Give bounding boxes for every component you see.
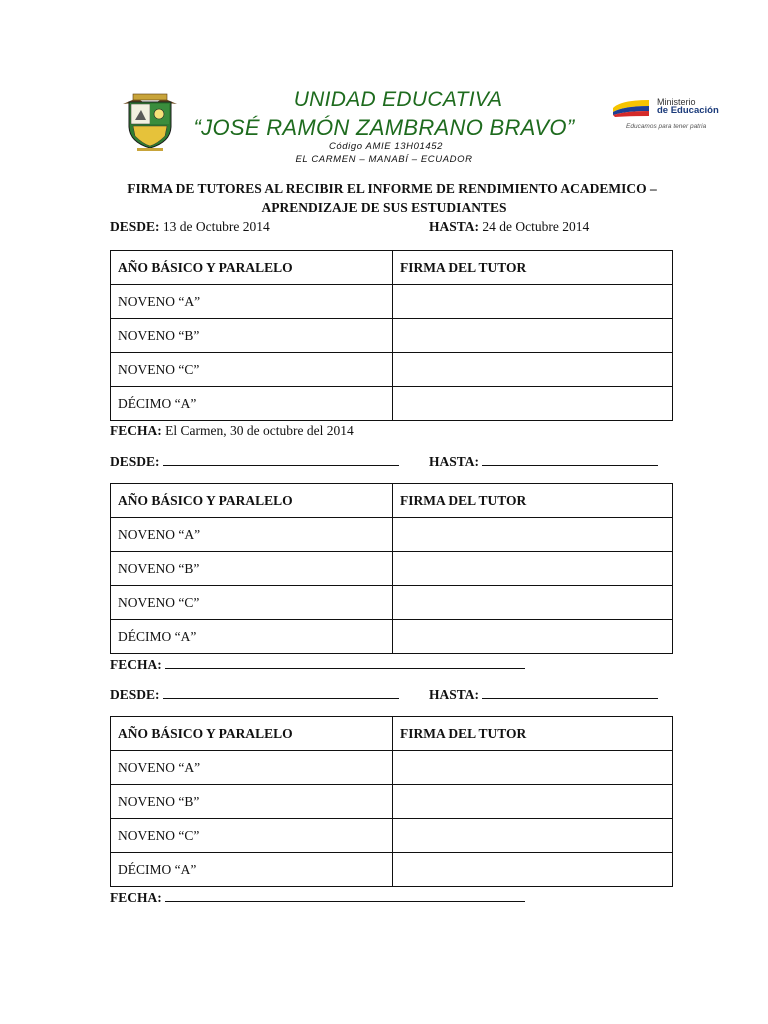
- hasta-line: [429, 453, 658, 470]
- signature-cell[interactable]: [393, 586, 673, 620]
- grade-cell: NOVENO “C”: [111, 353, 393, 387]
- table-header-row: [111, 251, 673, 285]
- ministry-name-line2: de Educación: [657, 105, 719, 116]
- signature-cell[interactable]: [393, 819, 673, 853]
- grade-cell: NOVENO “A”: [111, 518, 393, 552]
- table-row: [111, 353, 673, 387]
- fecha-label: FECHA:: [110, 657, 162, 672]
- table-row: [111, 819, 673, 853]
- tutor-signature-table: [110, 483, 673, 654]
- ministry-logo: [610, 93, 722, 139]
- signature-cell[interactable]: [393, 353, 673, 387]
- desde-value[interactable]: 13 de Octubre 2014: [162, 219, 270, 234]
- table-row: [111, 552, 673, 586]
- grade-cell: DÉCIMO “A”: [111, 853, 393, 887]
- table-row: [111, 387, 673, 421]
- fecha-label: FECHA:: [110, 890, 162, 905]
- column-header-grade: AÑO BÁSICO Y PARALELO: [111, 717, 393, 751]
- grade-cell: DÉCIMO “A”: [111, 387, 393, 421]
- ministry-name-line1: Ministerio: [657, 97, 696, 107]
- grade-cell: NOVENO “B”: [111, 319, 393, 353]
- hasta-label: HASTA:: [429, 454, 480, 469]
- column-header-grade: AÑO BÁSICO Y PARALELO: [111, 251, 393, 285]
- fecha-value[interactable]: El Carmen, 30 de octubre del 2014: [165, 423, 354, 438]
- school-location: EL CARMEN – MANABÍ – ECUADOR: [295, 154, 473, 165]
- fecha-label: FECHA:: [110, 423, 162, 438]
- hasta-label: HASTA:: [429, 219, 480, 234]
- signature-cell[interactable]: [393, 319, 673, 353]
- table-row: [111, 785, 673, 819]
- desde-line: [110, 686, 399, 703]
- table-row: [111, 586, 673, 620]
- signature-cell[interactable]: [393, 552, 673, 586]
- fecha-line: [110, 889, 525, 906]
- ecuador-flag-stripes-icon: [613, 99, 649, 117]
- amie-code: Código AMIE 13H01452: [328, 141, 444, 152]
- grade-cell: NOVENO “A”: [111, 285, 393, 319]
- tutor-signature-table: [110, 716, 673, 887]
- hasta-blank[interactable]: [482, 453, 658, 466]
- school-name-line2: “JOSÉ RAMÓN ZAMBRANO BRAVO”: [193, 115, 575, 140]
- signature-cell[interactable]: [393, 751, 673, 785]
- fecha-line: [110, 656, 525, 673]
- document-title-line2: APRENDIZAJE DE SUS ESTUDIANTES: [261, 200, 507, 215]
- table-row: [111, 853, 673, 887]
- table-row: [111, 620, 673, 654]
- table-row: [111, 751, 673, 785]
- column-header-signature: FIRMA DEL TUTOR: [393, 484, 673, 518]
- table-header-row: [111, 717, 673, 751]
- signature-cell[interactable]: [393, 518, 673, 552]
- signature-cell[interactable]: [393, 853, 673, 887]
- desde-label: DESDE:: [110, 454, 160, 469]
- grade-cell: DÉCIMO “A”: [111, 620, 393, 654]
- ministry-tagline: Educamos para tener patria: [626, 123, 707, 130]
- grade-cell: NOVENO “A”: [111, 751, 393, 785]
- table-header-row: [111, 484, 673, 518]
- column-header-grade: AÑO BÁSICO Y PARALELO: [111, 484, 393, 518]
- desde-blank[interactable]: [163, 686, 399, 699]
- grade-cell: NOVENO “C”: [111, 586, 393, 620]
- grade-cell: NOVENO “B”: [111, 785, 393, 819]
- table-row: [111, 518, 673, 552]
- grade-cell: NOVENO “C”: [111, 819, 393, 853]
- desde-line: [110, 453, 399, 470]
- signature-cell[interactable]: [393, 620, 673, 654]
- fecha-blank[interactable]: [165, 889, 525, 902]
- desde-label: DESDE:: [110, 687, 160, 702]
- hasta-line: [429, 219, 589, 235]
- hasta-blank[interactable]: [482, 686, 658, 699]
- column-header-signature: FIRMA DEL TUTOR: [393, 251, 673, 285]
- document-title-line1: FIRMA DE TUTORES AL RECIBIR EL INFORME DE RENDIMIENTO ACADEMICO –: [127, 181, 657, 196]
- table-row: [111, 319, 673, 353]
- hasta-label: HASTA:: [429, 687, 480, 702]
- desde-label: DESDE:: [110, 219, 160, 234]
- school-name-line1: UNIDAD EDUCATIVA: [293, 88, 503, 111]
- fecha-blank[interactable]: [165, 656, 525, 669]
- hasta-line: [429, 686, 658, 703]
- tutor-signature-table: [110, 250, 673, 421]
- signature-cell[interactable]: [393, 785, 673, 819]
- desde-line: [110, 219, 270, 235]
- fecha-line: [110, 423, 354, 439]
- signature-cell[interactable]: [393, 387, 673, 421]
- hasta-value[interactable]: 24 de Octubre 2014: [482, 219, 590, 234]
- table-row: [111, 285, 673, 319]
- column-header-signature: FIRMA DEL TUTOR: [393, 717, 673, 751]
- desde-blank[interactable]: [163, 453, 399, 466]
- signature-cell[interactable]: [393, 285, 673, 319]
- grade-cell: NOVENO “B”: [111, 552, 393, 586]
